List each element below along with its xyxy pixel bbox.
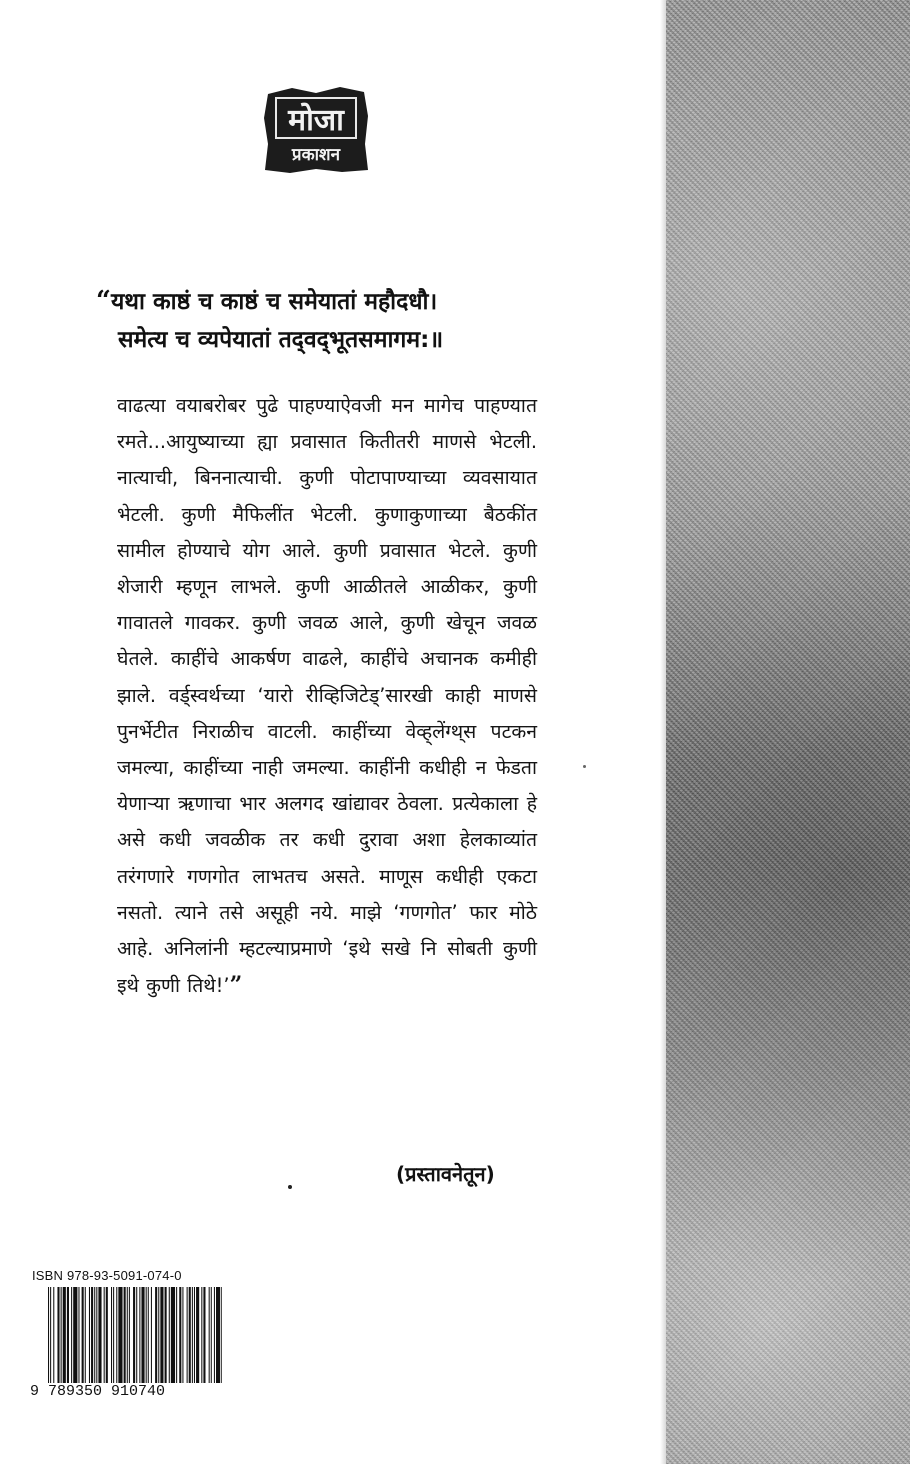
logo-text-top: मोजा (288, 103, 344, 138)
barcode-bar (155, 1287, 157, 1383)
barcode-bar (129, 1287, 130, 1383)
source-attribution: (प्रस्तावनेतून) (396, 1162, 495, 1186)
print-speck (288, 1185, 292, 1189)
barcode-digits: 9 789350 910740 (30, 1383, 166, 1400)
barcode-bar (94, 1287, 95, 1383)
barcode-bar (111, 1287, 112, 1383)
barcode-bar (48, 1287, 49, 1383)
barcode-bar (89, 1287, 90, 1383)
barcode-bar (91, 1287, 93, 1383)
barcode-bar (139, 1287, 140, 1383)
barcode-bar (148, 1287, 149, 1383)
barcode-bar (63, 1287, 66, 1383)
barcode-bar (214, 1287, 215, 1383)
barcode-bar (171, 1287, 175, 1383)
barcode-bar (201, 1287, 202, 1383)
barcode-bar (82, 1287, 84, 1383)
barcode-bar (192, 1287, 193, 1383)
barcode-bar (179, 1287, 181, 1383)
barcode-bar (116, 1287, 117, 1383)
barcode-bar (203, 1287, 205, 1383)
barcode-bar (136, 1287, 137, 1383)
barcode-bar (67, 1287, 69, 1383)
barcode-bar (182, 1287, 183, 1383)
barcode-bar (209, 1287, 210, 1383)
barcode-bar (187, 1287, 188, 1383)
barcode-bar (127, 1287, 128, 1383)
barcode-bar (141, 1287, 144, 1383)
barcode-bar (221, 1287, 222, 1383)
isbn-barcode-icon (48, 1287, 222, 1383)
barcode-bar (165, 1287, 167, 1383)
barcode-bar (78, 1287, 79, 1383)
barcode-bar (113, 1287, 114, 1383)
print-speck (583, 765, 586, 768)
verse-line-1-text: यथा काष्ठं च काष्ठं च समेयातां महौदधौ। (110, 289, 438, 315)
barcode-bar (124, 1287, 126, 1383)
barcode-bar (106, 1287, 108, 1383)
barcode-bar (133, 1287, 135, 1383)
barcode-bar (85, 1287, 86, 1383)
blurb-paragraph (117, 388, 537, 1004)
barcode-bar (50, 1287, 51, 1383)
barcode-bar (61, 1287, 62, 1383)
barcode-bar (176, 1287, 177, 1383)
barcode-bar (57, 1287, 59, 1383)
barcode-bar (151, 1287, 152, 1383)
sanskrit-verse (96, 282, 566, 359)
blurb-text: वाढत्या वयाबरोबर पुढे पाहण्याऐवजी मन मागेच पाहण्यात रमते...आयुष्याच्या ह्या प्रवासात कितीतरी माणसे भेटली. नात्याची, बिननात्याची. कुणी पोटापाण्याच्या व्यवसायात भेटली. कुणी मैफिलींत भेटली. कुणाकुणाच्या बैठकींत सामील होण्याचे योग आले. कुणी प्रवासात भेटले. कुणी शेजारी म्हणून लाभले. कुणी आळीतले आळीकर, कुणी गावातले गावकर. कुणी जवळ आले, कुणी खेचून जवळ घेतले. काहींचे आकर्षण वाढले, काहींचे अचानक कमीही झाले. वर्ड्‌स्वर्थच्या ‘यारो रीव्हिजिटेड्‌’सारखी काही माणसे पुनर्भेटीत निराळीच वाटली. काहींच्या वेव्ह्‌लेंग्थ्‌स पटकन जमल्या, काहींच्या नाही जमल्या. काहींनी कधीही न फेडता येणाऱ्या ऋणाचा भार अलगद खांद्यावर ठेवला. प्रत्येकाला हे असे कधी जवळीक तर कधी दुरावा अशा हेलकाव्यांत तरंगणारे गणगोत लाभतच असते. माणूस कधीही एकटा नसतो. त्याने तसे असूही नये. माझे ‘गणगोत’ फार मोठे आहे. अनिलांनी म्हटल्याप्रमाणे ‘इथे सखे नि सोबती कुणी इथे कुणी तिथे!’ (117, 394, 537, 998)
isbn-label: ISBN 978-93-5091-074-0 (32, 1268, 182, 1283)
open-quote: “ (96, 286, 111, 316)
barcode-bar (104, 1287, 105, 1383)
publisher-logo-icon (262, 86, 370, 174)
barcode-bar (196, 1287, 199, 1383)
barcode-bar (146, 1287, 147, 1383)
barcode-bar (158, 1287, 159, 1383)
barcode-bar (53, 1287, 54, 1383)
barcode-bar (71, 1287, 72, 1383)
barcode-bar (160, 1287, 163, 1383)
barcode-bar (169, 1287, 170, 1383)
barcode-bar (189, 1287, 191, 1383)
textured-side-band (666, 0, 910, 1464)
barcode-bar (211, 1287, 212, 1383)
logo-text-bottom: प्रकाशन (291, 145, 341, 165)
barcode-bar (96, 1287, 97, 1383)
barcode-bar (118, 1287, 122, 1383)
barcode-bar (216, 1287, 220, 1383)
close-quote: ” (229, 972, 243, 999)
barcode-bar (194, 1287, 195, 1383)
verse-line-1 (96, 282, 566, 321)
barcode-bar (73, 1287, 77, 1383)
verse-line-2: समेत्य च व्यपेयातां तद्‌वद्‌भूतसमागम:॥ (118, 327, 444, 353)
barcode-bar (98, 1287, 101, 1383)
